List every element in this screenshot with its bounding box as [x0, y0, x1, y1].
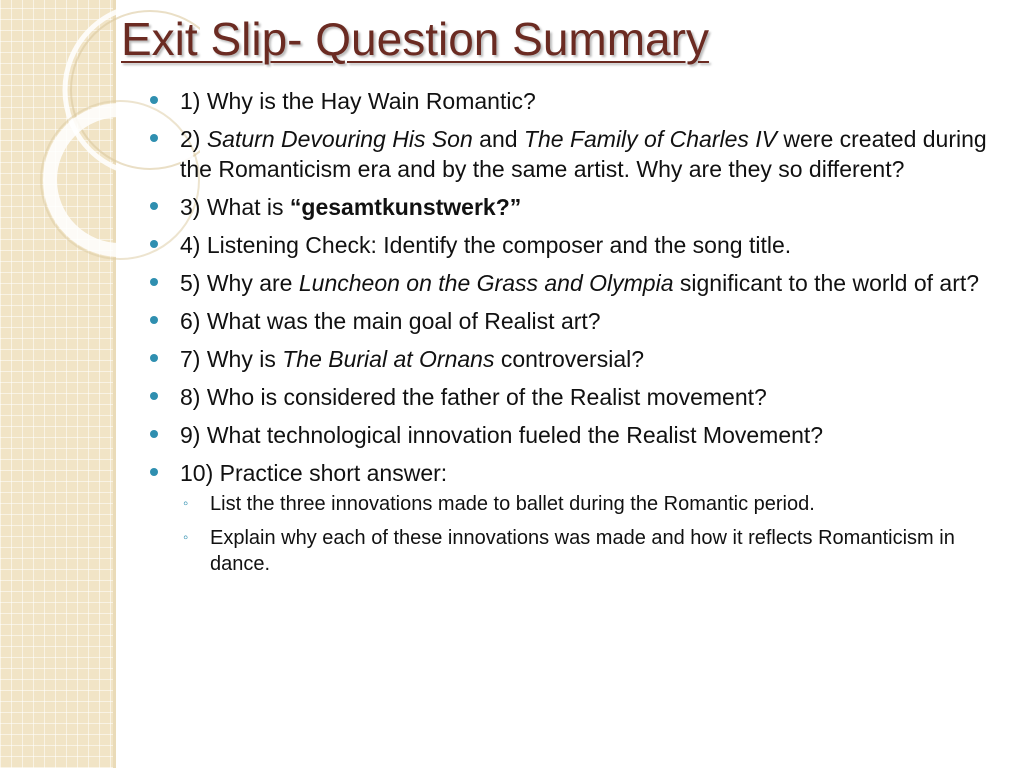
question-list: [150, 86, 1010, 585]
question-text: 6) What was the main goal of Realist art?: [180, 308, 601, 334]
question-7: [150, 344, 1010, 374]
bullet-icon: [150, 202, 158, 210]
question-2: [150, 124, 1010, 184]
bullet-icon: [150, 96, 158, 104]
sub-item-text: Explain why each of these innovations was made and how it reflects Romanticism in dance.: [210, 527, 955, 575]
artwork-title: The Burial at Ornans: [282, 346, 495, 372]
question-text: 9) What technological innovation fueled the Realist Movement?: [180, 422, 824, 448]
key-term: “gesamtkunstwerk?”: [289, 194, 522, 220]
bullet-icon: [150, 240, 158, 248]
question-4: [150, 230, 1010, 260]
bullet-icon: [150, 468, 158, 476]
question-9: [150, 420, 1010, 450]
bullet-icon: [150, 354, 158, 362]
question-text: 1) Why is the Hay Wain Romantic?: [180, 88, 536, 114]
sub-item-2: [180, 525, 1010, 577]
bullet-icon: [150, 134, 158, 142]
question-text: 10) Practice short answer:: [180, 460, 448, 486]
question-text: 2): [180, 126, 207, 152]
question-6: [150, 306, 1010, 336]
question-5: [150, 268, 1010, 298]
sub-list: [180, 491, 1010, 577]
question-text: 7) Why is: [180, 346, 283, 372]
bullet-icon: [150, 278, 158, 286]
bullet-icon: [150, 430, 158, 438]
bullet-icon: [150, 392, 158, 400]
question-text: 8) Who is considered the father of the Realist movement?: [180, 384, 767, 410]
question-text: controversial?: [494, 346, 645, 372]
question-text: 3) What is: [180, 194, 290, 220]
slide-title: Exit Slip- Question Summary: [121, 13, 709, 65]
question-3: [150, 192, 1010, 222]
artwork-title: Luncheon on the Grass and Olympia: [298, 270, 674, 296]
question-text: were created during the Romanticism era and by the same artist. Why are they so different?: [180, 126, 987, 182]
question-text: significant to the world of art?: [673, 270, 980, 296]
question-text: and: [472, 126, 524, 152]
artwork-title: The Family of Charles IV: [523, 126, 778, 152]
question-text: 5) Why are: [180, 270, 299, 296]
question-text: 4) Listening Check: Identify the composer and the song title.: [180, 232, 792, 258]
question-1: [150, 86, 1010, 116]
bullet-icon: [150, 316, 158, 324]
question-10: [150, 458, 1010, 577]
sub-item-text: List the three innovations made to ballet during the Romantic period.: [210, 493, 815, 515]
hollow-bullet-icon: ◦: [183, 495, 189, 512]
question-8: [150, 382, 1010, 412]
artwork-title: Saturn Devouring His Son: [206, 126, 473, 152]
sub-item-1: [180, 491, 1010, 517]
hollow-bullet-icon: ◦: [183, 529, 189, 546]
